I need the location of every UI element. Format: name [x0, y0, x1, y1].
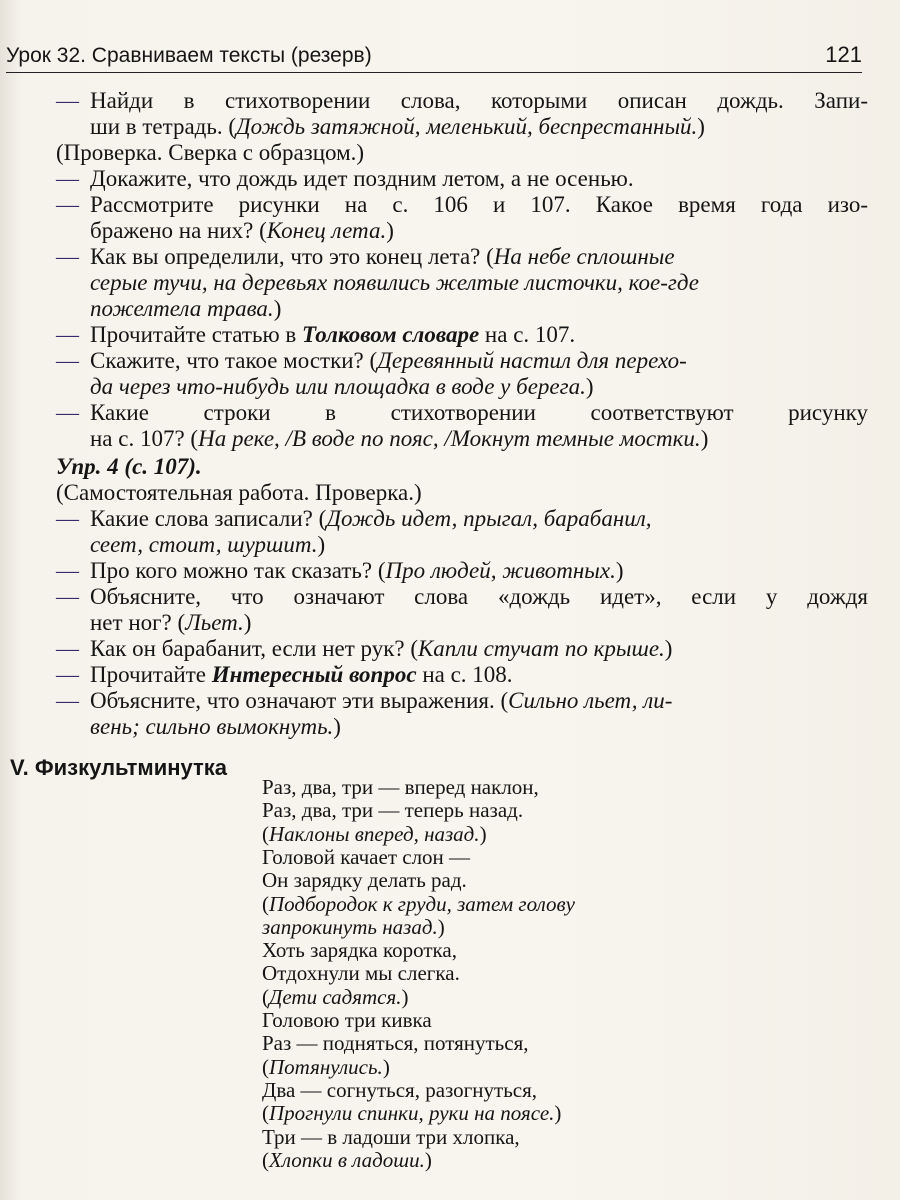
answer-italic: Дождь идет, прыгал, барабанил,	[326, 506, 652, 531]
text-plain: )	[700, 426, 709, 451]
dash-bullet: —	[56, 584, 79, 609]
poem-line: Головой качает слон —	[262, 844, 471, 869]
text-plain: Как вы определили, что это конец лета? (	[90, 244, 494, 269]
dash-bullet: —	[56, 348, 79, 373]
poem-line: (Хлопки в ладоши.)	[262, 1147, 432, 1172]
text-run: (Проверка. Сверка с образцом.)	[56, 140, 365, 165]
answer-italic: На небе сплошные	[493, 244, 675, 269]
section-heading: V. Физкультминутка	[10, 755, 228, 780]
answer-italic: сеет, стоит, шуршит.	[90, 532, 318, 557]
text-plain: Скажите, что такое мостки? (	[90, 348, 378, 373]
answer-italic: Деревянный настил для перехо-	[377, 348, 687, 373]
text-run	[90, 505, 652, 533]
text-plain: )	[243, 610, 252, 635]
text-run: Найди в стихотворении слова, которыми описан дождь. Запи-	[90, 88, 868, 113]
text-plain: Прочитайте	[90, 662, 212, 687]
poem-line: (Потянулись.)	[262, 1054, 390, 1079]
dash-bullet: —	[56, 400, 79, 425]
text-plain: нет ног? (	[90, 610, 186, 635]
dash-bullet: —	[56, 244, 79, 269]
text-run	[90, 217, 394, 245]
text-plain: на с. 108.	[416, 662, 513, 687]
poem-line: Он зарядку делать рад.	[262, 868, 467, 893]
text-run: (Самостоятельная работа. Проверка.)	[56, 480, 422, 505]
text-plain: )	[386, 218, 394, 243]
text-plain: Про кого можно так сказать? (	[90, 558, 386, 583]
dash-bullet: —	[56, 688, 79, 713]
text-plain: Прочитайте статью в	[90, 322, 302, 347]
text-run	[90, 531, 325, 559]
exercise-heading: Упр. 4 (с. 107).	[56, 454, 202, 479]
poem-line: (Наклоны вперед, назад.)	[262, 821, 487, 846]
answer-italic: Конец лета.	[266, 218, 387, 243]
text-run	[90, 713, 341, 741]
answer-italic: Капли стучат по крыше.	[418, 636, 665, 661]
text-plain: )	[333, 714, 341, 739]
poem-line: Хоть зарядка коротка,	[262, 938, 457, 963]
text-plain: )	[615, 558, 624, 583]
text-run	[90, 113, 705, 141]
text-run	[90, 635, 672, 663]
text-run	[90, 687, 672, 715]
text-run: Докажите, что дождь идет поздним летом, а не осенью.	[90, 166, 634, 191]
answer-italic: да через что-нибудь или площадка в воде у берега.	[90, 374, 586, 399]
text-plain: Объясните, что означают эти выражения. (	[90, 688, 509, 713]
text-run: Рассмотрите рисунки на с. 106 и 107. Какое время года изо-	[90, 192, 868, 217]
poem-line: Головою три кивка	[262, 1008, 432, 1032]
book-section-name: Интересный вопрос	[211, 662, 417, 687]
text-plain: )	[273, 296, 282, 321]
text-plain: на с. 107.	[479, 322, 576, 347]
text-plain: )	[317, 532, 326, 557]
page-number: 121	[825, 42, 862, 67]
text-run: Объясните, что означают слова «дождь идет», если у дождя	[90, 584, 868, 609]
text-run	[90, 425, 708, 453]
page-header	[6, 42, 862, 73]
text-plain: )	[664, 636, 673, 661]
answer-italic: Сильно льет, ли-	[508, 688, 673, 713]
lesson-title: Урок 32. Сравниваем тексты (резерв)	[6, 44, 372, 67]
poem-line: (Подбородок к груди, затем голову	[262, 891, 575, 916]
text-run	[90, 295, 281, 323]
text-plain: Какие слова записали? (	[90, 506, 327, 531]
poem-line: Отдохнули мы слегка.	[262, 961, 460, 986]
answer-italic: Дождь затяжной, меленький, беспрестанный.	[236, 114, 698, 139]
answer-italic: серые тучи, на деревьях появились желтые листочки, кое-где	[90, 270, 700, 295]
text-run	[90, 373, 594, 401]
dash-bullet: —	[56, 192, 79, 217]
answer-italic: вень; сильно вымокнуть.	[90, 714, 334, 739]
answer-italic: Льет.	[185, 610, 244, 635]
text-run	[90, 661, 513, 689]
book-section-name: Толковом словаре	[302, 322, 480, 347]
text-plain: Как он барабанит, если нет рук? (	[90, 636, 419, 661]
answer-italic: На реке, /В воде по пояс, /Мокнут темные мостки.	[198, 426, 701, 451]
text-run	[90, 243, 675, 271]
text-run: Какие строки в стихотворении соответствуют рисунку	[90, 400, 868, 425]
dash-bullet: —	[56, 636, 79, 661]
text-plain: ши в тетрадь. (	[90, 114, 237, 139]
answer-italic: Про людей, животных.	[385, 558, 616, 583]
answer-italic: пожелтела трава.	[90, 296, 274, 321]
text-plain: )	[585, 374, 594, 399]
poem-line: Раз, два, три — теперь назад.	[262, 798, 524, 823]
text-run	[90, 347, 687, 375]
dash-bullet: —	[56, 88, 79, 113]
dash-bullet: —	[56, 558, 79, 583]
poem-line: Раз, два, три — вперед наклон,	[262, 775, 539, 799]
dash-bullet: —	[56, 506, 79, 531]
poem-line: (Дети садятся.)	[262, 984, 409, 1009]
text-run	[90, 609, 251, 637]
dash-bullet: —	[56, 662, 79, 687]
dash-bullet: —	[56, 166, 79, 191]
poem-line: запрокинуть назад.)	[262, 914, 445, 939]
dash-bullet: —	[56, 322, 79, 347]
poem-line: Раз — подняться, потянуться,	[262, 1031, 529, 1056]
text-plain: бражено на них? (	[90, 218, 267, 243]
poem-line: Два — согнуться, разогнуться,	[262, 1077, 538, 1102]
text-run	[90, 557, 624, 585]
text-plain: )	[697, 114, 705, 139]
poem-line: Три — в ладоши три хлопка,	[262, 1124, 520, 1149]
text-plain: на с. 107? (	[90, 426, 199, 451]
poem-line: (Прогнули спинки, руки на поясе.)	[262, 1101, 562, 1126]
text-run	[90, 321, 575, 349]
